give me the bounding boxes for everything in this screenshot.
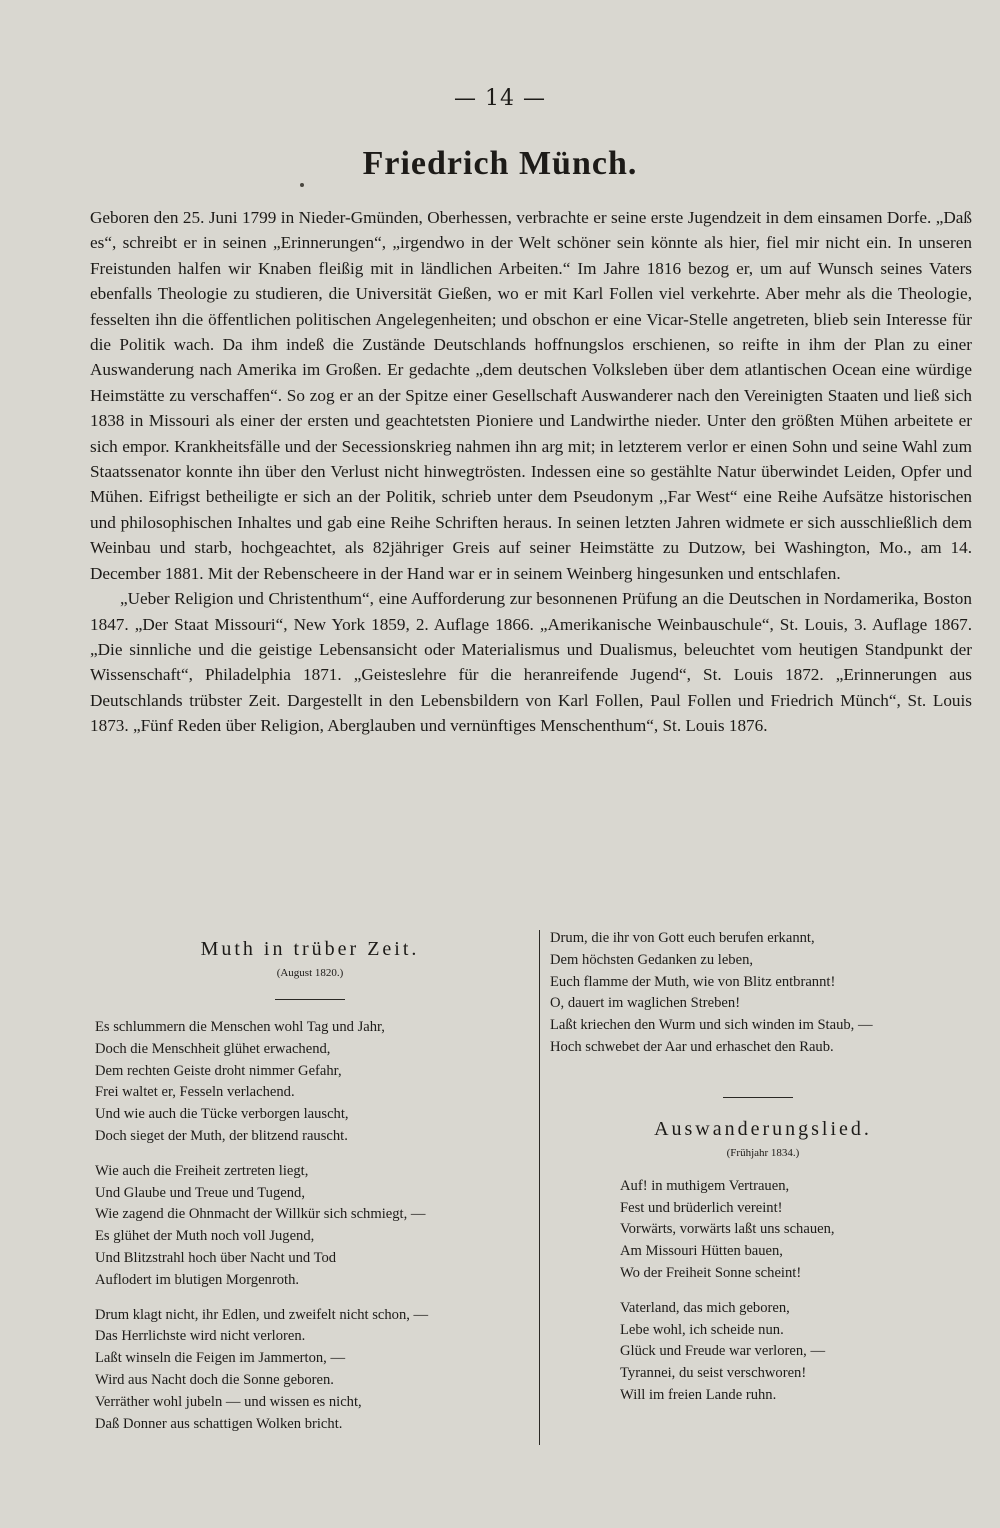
verse-line: Dem höchsten Gedanken zu leben, <box>550 951 754 968</box>
ink-speck <box>300 183 304 187</box>
poem-stanza <box>90 1305 530 1436</box>
verse-line: Doch sieget der Muth, der blitzend rauscht. <box>95 1127 348 1144</box>
verse-line: Lebe wohl, ich scheide nun. <box>620 1321 784 1338</box>
verse-line: Drum klagt nicht, ihr Edlen, und zweifelt nicht schon, — <box>95 1306 429 1323</box>
verse-line: Doch die Menschheit glühet erwachend, <box>95 1040 331 1057</box>
verse-line: Will im freien Lande ruhn. <box>620 1386 777 1403</box>
verse-line: Glück und Freude war verloren, — <box>620 1343 826 1360</box>
bibliography-paragraph: „Ueber Religion und Christenthum“, eine Aufforderung zur besonnenen Prüfung an die Deutschen in Nordamerika, Boston 1847. „Der Staat Missouri“, New York 1859, 2. Auflage 1866. „Amerikanische Weinbauschule“, St. Louis, 3. Auflage 1867. „Die sinnliche und die geistige Lebensansicht oder Materialismus und Dualismus, beleuchtet vom heutigen Standpunkt der Wissenschaft“, Philadelphia 1871. „Geisteslehre für die heranreifende Jugend“, St. Louis 1872. „Erinnerungen aus Deutschlands trübster Zeit. Dargestellt in den Lebensbildern von Karl Follen, Paul Follen und Friedrich Münch“, St. Louis 1873. „Fünf Reden über Religion, Aberglauben und vernünftiges Menschenthum“, St. Louis 1876. <box>90 589 972 736</box>
bio-paragraph: Geboren den 25. Juni 1799 in Nieder-Gmünden, Oberhessen, verbrachte er seine erste Jugendzeit in dem einsamen Dorfe. „Daß es“, schreibt er in seinen „Erinnerungen“, „irgendwo in der Welt schöner sein könnte als hier, fiel mir nicht ein. In unseren Freistunden halfen wir Knaben fleißig mit in ländlichen Arbeiten.“ Im Jahre 1816 bezog er, um auf Wunsch seines Vaters ebenfalls Theologie zu studieren, die Universität Gießen, wo er mit Karl Follen viel verkehrte. Aber mehr als die Theologie, fesselten ihn die öffentlichen politischen Angelegenheiten; und obschon er eine Vicar-Stelle angetreten, blieb sein Interesse für die Politik wach. Da ihm indeß die Zustände Deutschlands hoffnungslos erschienen, so reifte in ihm der Plan zu einer Auswanderung nach Amerika im Großen. Er gedachte „dem deutschen Volksleben über dem atlantischen Ocean eine würdige Heimstätte zu verschaffen“. So zog er an der Spitze einer Gesellschaft Auswanderer nach den Vereinigten Staaten und ließ sich 1838 in Missouri als einer der ersten und geachtetsten Pioniere und Landwirthe nieder. Unter den größten Mühen arbeitete er sich empor. Krankheitsfälle und der Secessionskrieg nahmen ihn arg mit; in letzterem verlor er einen Sohn und seine Wahl zum Staatssenator konnte ihn über den Verlust nicht hinwegtrösten. Indessen eine so gestählte Natur überwindet Leiden, Opfer und Mühen. Eifrigst betheiligte er sich an der Politik, schrieb unter dem Pseudonym ,,Far West“ eine Reihe Aufsätze historischen und philosophischen Inhaltes und gab eine Reihe Schriften heraus. In seinen letzten Jahren widmete er sich ausschließlich dem Weinbau und starb, hochgeachtet, als 82jähriger Greis auf seiner Heimstätte zu Dutzow, bei Washington, Mo., am 14. December 1881. Mit der Rebenscheere in der Hand war er in seinem Weinberg hingesunken und entschlafen. <box>90 208 972 583</box>
verse-line: Das Herrlichste wird nicht verloren. <box>95 1328 306 1345</box>
column-divider <box>539 930 540 1445</box>
right-column <box>548 928 978 1407</box>
poem-date: (August 1820.) <box>276 967 344 979</box>
verse-line: Euch flamme der Muth, wie von Blitz entbrannt! <box>550 973 836 990</box>
poem-stanza <box>90 1161 530 1292</box>
verse-line: Verräther wohl jubeln — und wissen es nicht, <box>95 1393 362 1410</box>
poem-stanza <box>548 1298 978 1407</box>
verse-line: Tyrannei, du seist verschworen! <box>620 1365 807 1382</box>
verse-line: Daß Donner aus schattigen Wolken bricht. <box>95 1415 343 1432</box>
verse-line: Laßt kriechen den Wurm und sich winden im Staub, — <box>550 1017 873 1034</box>
biography-text <box>90 205 972 739</box>
verse-line: Wird aus Nacht doch die Sonne geboren. <box>95 1371 334 1388</box>
verse-line: Und Blitzstrahl hoch über Nacht und Tod <box>95 1249 337 1266</box>
verse-line: Fest und brüderlich vereint! <box>620 1199 783 1216</box>
title-rule <box>275 999 345 1000</box>
article-title: Friedrich Münch. <box>362 145 638 182</box>
verse-line: Dem rechten Geiste droht nimmer Gefahr, <box>95 1062 342 1079</box>
verse-line: Und wie auch die Tücke verborgen lauscht, <box>95 1106 349 1123</box>
verse-line: Und Glaube und Treue und Tugend, <box>95 1184 305 1201</box>
verse-line: Wie auch die Freiheit zertreten liegt, <box>95 1162 309 1179</box>
verse-line: Auf! in muthigem Vertrauen, <box>620 1177 790 1194</box>
poem-title: Auswanderungslied. <box>654 1117 872 1140</box>
page-number: — 14 — <box>454 86 546 111</box>
verse-line: Wie zagend die Ohnmacht der Willkür sich schmiegt, — <box>95 1206 426 1223</box>
poem-stanza <box>548 1176 978 1285</box>
verse-line: Am Missouri Hütten bauen, <box>620 1243 783 1260</box>
verse-line: Es glühet der Muth noch voll Jugend, <box>95 1228 315 1245</box>
poem-title: Muth in trüber Zeit. <box>200 938 420 960</box>
verse-line: Vaterland, das mich geboren, <box>620 1299 790 1316</box>
poem-stanza <box>90 1017 530 1148</box>
poem-date: (Frühjahr 1834.) <box>726 1146 800 1159</box>
verse-line: Auflodert im blutigen Morgenroth. <box>95 1271 300 1288</box>
section-rule <box>723 1097 793 1098</box>
verse-line: Wo der Freiheit Sonne scheint! <box>620 1264 802 1281</box>
verse-line: Frei waltet er, Fesseln verlachend. <box>95 1084 295 1101</box>
verse-line: Vorwärts, vorwärts laßt uns schauen, <box>620 1221 835 1238</box>
poem-muth <box>90 938 530 1435</box>
verse-line: O, dauert im waglichen Streben! <box>550 995 741 1012</box>
verse-line: Hoch schwebet der Aar und erhaschet den Raub. <box>550 1038 834 1055</box>
verse-line: Laßt winseln die Feigen im Jammerton, — <box>95 1350 346 1367</box>
verse-line: Drum, die ihr von Gott euch berufen erkannt, <box>550 930 815 946</box>
poem-stanza-continued <box>548 928 978 1059</box>
verse-line: Es schlummern die Menschen wohl Tag und Jahr, <box>95 1019 385 1035</box>
